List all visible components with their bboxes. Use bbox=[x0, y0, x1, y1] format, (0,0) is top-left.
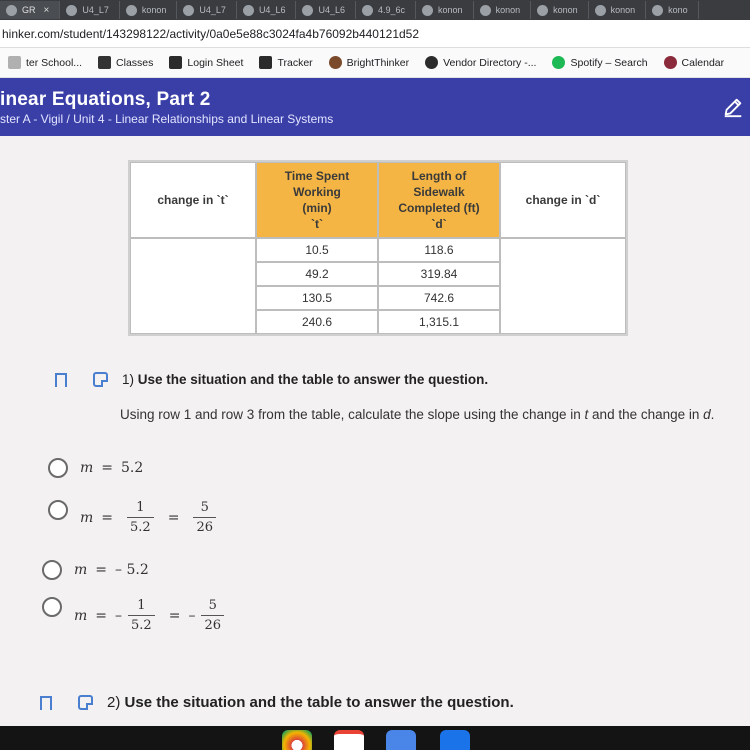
header-line: Completed (ft) bbox=[398, 201, 480, 215]
close-icon[interactable]: × bbox=[43, 4, 50, 16]
bookmark-label: Classes bbox=[116, 56, 154, 69]
tab-favicon-icon bbox=[302, 5, 313, 16]
header-line: Length of bbox=[411, 168, 467, 183]
tab-label: U4_L7 bbox=[82, 5, 109, 15]
bookmark-label: Login Sheet bbox=[187, 56, 244, 69]
bookmark-favicon-icon bbox=[98, 56, 111, 69]
tab-label: 4.9_6c bbox=[378, 5, 406, 15]
question-2-prompt: 2) Use the situation and the table to answer the question. bbox=[107, 694, 514, 711]
browser-tab[interactable] bbox=[646, 1, 699, 19]
tab-favicon-icon bbox=[6, 5, 17, 16]
time-value-cell: 130.5 bbox=[256, 286, 378, 310]
bookmark-label: Tracker bbox=[277, 56, 313, 69]
browser-tab[interactable] bbox=[474, 1, 532, 19]
change-in-t-header: change in `t` bbox=[130, 162, 256, 238]
bookmark-label: Calendar bbox=[681, 56, 725, 69]
bookmark-item[interactable] bbox=[161, 56, 251, 69]
browser-tab[interactable] bbox=[296, 1, 356, 19]
pencil-icon[interactable] bbox=[722, 96, 744, 118]
tab-label: konon bbox=[495, 5, 521, 15]
tab-label: GR bbox=[22, 5, 36, 15]
address-bar[interactable] bbox=[0, 20, 750, 48]
browser-tab[interactable] bbox=[589, 1, 647, 19]
header-line: Working bbox=[293, 184, 341, 199]
tab-favicon-icon bbox=[183, 5, 194, 16]
browser-tab[interactable] bbox=[356, 1, 416, 19]
data-table bbox=[128, 160, 628, 336]
note-icon[interactable] bbox=[93, 372, 108, 387]
time-column-header bbox=[256, 162, 378, 238]
tab-favicon-icon bbox=[480, 5, 491, 16]
header-line: Time Spent bbox=[284, 168, 350, 183]
tab-favicon-icon bbox=[66, 5, 77, 16]
browser-tab[interactable] bbox=[0, 1, 60, 19]
url-text[interactable]: hinker.com/student/143298122/activity/0a0e5e88c3024fa4b76092b440121d52 bbox=[2, 26, 420, 41]
breadcrumb[interactable]: ster A - Vigil / Unit 4 - Linear Relationships and Linear Systems bbox=[0, 112, 334, 126]
settings-icon[interactable] bbox=[386, 730, 416, 750]
length-value-cell: 742.6 bbox=[378, 286, 500, 310]
change-in-d-header: change in `d` bbox=[500, 162, 626, 238]
bookmark-label: Vendor Directory -... bbox=[443, 56, 537, 69]
bookmark-item[interactable] bbox=[0, 56, 90, 69]
browser-tab[interactable] bbox=[416, 1, 474, 19]
tab-favicon-icon bbox=[362, 5, 373, 16]
radio-button[interactable] bbox=[48, 500, 68, 520]
bookmark-favicon-icon bbox=[425, 56, 438, 69]
question-1-header bbox=[55, 372, 488, 387]
bookmark-icon[interactable] bbox=[40, 696, 52, 710]
change-in-t-input[interactable] bbox=[130, 238, 256, 334]
tab-label: U4_L6 bbox=[318, 5, 345, 15]
radio-button[interactable] bbox=[48, 458, 68, 478]
browser-tab[interactable] bbox=[237, 1, 297, 19]
bookmark-item[interactable] bbox=[90, 56, 161, 69]
tab-favicon-icon bbox=[652, 5, 663, 16]
page-title: inear Equations, Part 2 bbox=[0, 89, 211, 110]
bookmark-favicon-icon bbox=[259, 56, 272, 69]
bookmark-favicon-icon bbox=[169, 56, 182, 69]
bookmark-item[interactable] bbox=[321, 56, 417, 69]
header-line: `d` bbox=[431, 217, 447, 232]
files-icon[interactable] bbox=[440, 730, 470, 750]
bookmarks-bar bbox=[0, 48, 750, 78]
radio-button[interactable] bbox=[42, 597, 62, 617]
browser-tab[interactable] bbox=[177, 1, 237, 19]
length-value-cell: 319.84 bbox=[378, 262, 500, 286]
tab-favicon-icon bbox=[126, 5, 137, 16]
chrome-icon[interactable] bbox=[282, 730, 312, 750]
browser-tab[interactable] bbox=[120, 1, 178, 19]
time-value-cell: 10.5 bbox=[256, 238, 378, 262]
tab-label: konon bbox=[438, 5, 463, 15]
tab-favicon-icon bbox=[537, 5, 548, 16]
question-1-prompt: 1) Use the situation and the table to answer the question. bbox=[122, 372, 489, 387]
question-2-header bbox=[40, 694, 514, 711]
tab-label: konon bbox=[141, 5, 167, 15]
radio-button[interactable] bbox=[42, 560, 62, 580]
bookmark-item[interactable] bbox=[544, 56, 655, 69]
bookmark-favicon-icon bbox=[329, 56, 342, 69]
tab-favicon-icon bbox=[422, 5, 433, 16]
activity-header bbox=[0, 78, 750, 136]
length-value-cell: 118.6 bbox=[378, 238, 500, 262]
change-in-d-input[interactable] bbox=[500, 238, 626, 334]
tab-label: kono bbox=[668, 5, 688, 15]
activity-content bbox=[0, 136, 750, 726]
time-value-cell: 240.6 bbox=[256, 310, 378, 334]
time-value-cell: 49.2 bbox=[256, 262, 378, 286]
bookmark-icon[interactable] bbox=[55, 373, 67, 387]
header-line: `t` bbox=[311, 217, 323, 232]
note-icon[interactable] bbox=[78, 695, 93, 710]
tab-favicon-icon bbox=[595, 5, 606, 16]
answer-option-2[interactable]: m = $\frac{1}{5.2}$ = $\frac{5}{26}$ bbox=[48, 500, 222, 535]
bookmark-item[interactable] bbox=[656, 56, 733, 69]
tab-label: konon bbox=[610, 5, 636, 15]
tab-label: U4_L6 bbox=[258, 5, 286, 15]
bookmark-label: ter School... bbox=[26, 56, 83, 69]
bookmark-label: BrightThinker bbox=[346, 56, 410, 69]
gmail-icon[interactable] bbox=[334, 730, 364, 750]
bookmark-label: Spotify – Search bbox=[570, 56, 648, 69]
bookmark-item[interactable] bbox=[417, 56, 544, 69]
length-column-header bbox=[378, 162, 500, 238]
answer-option-4[interactable]: m = – $\frac{1}{5.2}$ = – $\frac{5}{26}$ bbox=[42, 598, 230, 633]
answer-option-3[interactable]: m = – 5.2 bbox=[42, 560, 149, 580]
bookmark-favicon-icon bbox=[8, 56, 21, 69]
bookmark-item[interactable] bbox=[251, 56, 320, 69]
question-1-instruction: Using row 1 and row 3 from the table, calculate the slope using the change in t and the change in d. bbox=[120, 407, 715, 422]
bookmark-favicon-icon bbox=[552, 56, 565, 69]
browser-tab[interactable] bbox=[531, 1, 589, 19]
tab-label: konon bbox=[553, 5, 578, 15]
answer-option-1[interactable]: m = 5.2 bbox=[48, 458, 143, 478]
header-line: (min) bbox=[302, 201, 332, 215]
browser-tab-strip bbox=[0, 0, 750, 20]
tab-favicon-icon bbox=[243, 5, 254, 16]
browser-tab[interactable] bbox=[60, 1, 120, 19]
length-value-cell: 1,315.1 bbox=[378, 310, 500, 334]
header-line: Sidewalk bbox=[413, 184, 465, 199]
os-dock bbox=[0, 726, 750, 750]
bookmark-favicon-icon bbox=[664, 56, 677, 69]
tab-label: U4_L7 bbox=[199, 5, 226, 15]
